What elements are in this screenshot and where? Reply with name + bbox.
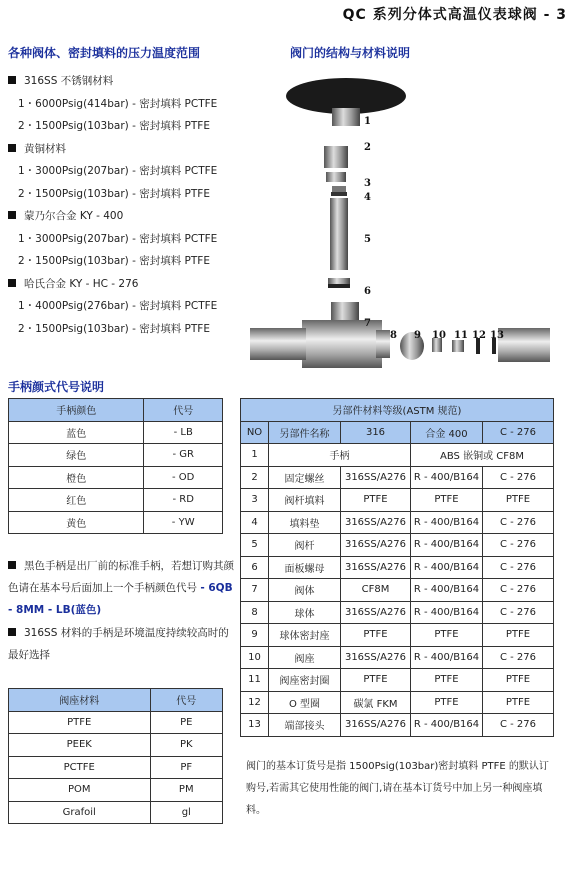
- table-row: 10 阀座 316SS/A276 R - 400/B164 C - 276: [241, 646, 554, 669]
- table-header: 阀座材料: [9, 689, 151, 712]
- bullet-square-icon: [8, 211, 16, 219]
- label-13: 13: [490, 330, 504, 341]
- table-row: 绿色 - GR: [9, 444, 223, 467]
- bullet-square-icon: [8, 144, 16, 152]
- structure-heading: 阀门的结构与材料说明: [290, 46, 411, 60]
- table-row: Grafoil gl: [9, 801, 223, 824]
- label-5: 5: [364, 234, 371, 245]
- table-row: 2 固定螺丝 316SS/A276 R - 400/B164 C - 276: [241, 466, 554, 489]
- seat-material-table: [8, 688, 223, 824]
- list-item: 1・4000Psig(276bar) - 密封填料 PCTFE: [18, 300, 218, 312]
- order-note: 阀门的基本订货号是指 1500Psig(103bar)密封填料 PTFE 的默认订购号,若需其它使用性能的阀门,请在基本订货号中加上另一种阀座填料。: [246, 761, 549, 816]
- label-6: 6: [364, 286, 371, 297]
- table-row: POM PM: [9, 779, 223, 802]
- handle-note-1: 黑色手柄是出厂前的标准手柄，若想订购其颜色请在基本号后面加上一个手柄颜色代号 - 6QB - 8MM - LB(蓝色): [8, 560, 234, 616]
- page-title: QC 系列分体式高温仪表球阀 - 3: [342, 7, 567, 23]
- label-12: 12: [472, 330, 486, 341]
- list-item: 1・3000Psig(207bar) - 密封填料 PCTFE: [18, 165, 218, 177]
- table-header: 代号: [144, 399, 223, 422]
- table-row: PTFE PE: [9, 711, 223, 734]
- list-item: 2・1500Psig(103bar) - 密封填料 PTFE: [18, 322, 210, 335]
- handle-heading: 手柄颜式代号说明: [8, 380, 105, 394]
- label-3: 3: [364, 178, 371, 189]
- label-4: 4: [364, 192, 371, 203]
- order-code: - 6QB - 8MM - LB(蓝色): [8, 582, 233, 616]
- list-item: 2・1500Psig(103bar) - 密封填料 PTFE: [18, 187, 210, 200]
- group-title: 316SS 不锈钢材料: [8, 70, 240, 93]
- table-row: 9 球体密封座 PTFE PTFE PTFE: [241, 624, 554, 647]
- pressure-heading: 各种阀体、密封填料的压力温度范围: [8, 46, 201, 60]
- table-row: 橙色 - OD: [9, 466, 223, 489]
- table-row: 5 阀杆 316SS/A276 R - 400/B164 C - 276: [241, 534, 554, 557]
- bullet-square-icon: [8, 279, 16, 287]
- table-title: 另部件材料等级(ASTM 规范): [241, 399, 554, 422]
- table-row: 6 面板螺母 316SS/A276 R - 400/B164 C - 276: [241, 556, 554, 579]
- table-row: 7 阀体 CF8M R - 400/B164 C - 276: [241, 579, 554, 602]
- label-10: 10: [432, 330, 446, 341]
- stem-shape: [330, 198, 348, 270]
- group-title: 哈氏合金 KY - HC - 276: [8, 273, 240, 296]
- handle-color-table: [8, 398, 223, 534]
- table-row: 1 手柄 ABS 嵌铜或 CF8M: [241, 444, 554, 467]
- list-item: 1・3000Psig(207bar) - 密封填料 PCTFE: [18, 232, 218, 245]
- table-row: 蓝色 - LB: [9, 421, 223, 444]
- label-11: 11: [454, 330, 468, 341]
- table-row: 3 阀杆填料 PTFE PTFE PTFE: [241, 489, 554, 512]
- table-row: 黄色 - YW: [9, 511, 223, 534]
- table-row: 11 阀座密封圈 PTFE PTFE PTFE: [241, 669, 554, 692]
- bullet-square-icon: [8, 76, 16, 84]
- table-header: 316: [341, 421, 411, 444]
- label-7: 7: [364, 318, 371, 329]
- table-header: 另部件名称: [269, 421, 341, 444]
- group-title: 黄铜材料: [8, 138, 240, 161]
- table-row: 8 球体 316SS/A276 R - 400/B164 C - 276: [241, 601, 554, 624]
- list-item: 2・1500Psig(103bar) - 密封填料 PTFE: [18, 120, 210, 132]
- pressure-list: [8, 70, 240, 340]
- table-header: C - 276: [483, 421, 554, 444]
- label-9: 9: [414, 330, 421, 341]
- label-8: 8: [390, 330, 397, 341]
- label-2: 2: [364, 142, 371, 153]
- nut-shape: [324, 146, 348, 168]
- bullet-square-icon: [8, 561, 16, 569]
- table-row: 4 填料垫 316SS/A276 R - 400/B164 C - 276: [241, 511, 554, 534]
- parts-material-table: [240, 398, 554, 737]
- list-item: 1・6000Psig(414bar) - 密封填料 PCTFE: [18, 97, 218, 110]
- list-item: 2・1500Psig(103bar) - 密封填料 PTFE: [18, 255, 210, 267]
- bullet-square-icon: [8, 628, 16, 636]
- label-1: 1: [364, 116, 371, 127]
- table-row: PEEK PK: [9, 734, 223, 757]
- handle-note-2: 316SS 材料的手柄是环境温度持续较高时的最好选择: [8, 627, 229, 661]
- group-title: 蒙乃尔合金 KY - 400: [8, 205, 240, 228]
- table-row: PCTFE PF: [9, 756, 223, 779]
- valve-exploded-diagram: [246, 66, 556, 386]
- table-row: 12 O 型圈 碳氯 FKM PTFE PTFE: [241, 691, 554, 714]
- table-header: 合金 400: [411, 421, 483, 444]
- table-row: 13 端部接头 316SS/A276 R - 400/B164 C - 276: [241, 714, 554, 737]
- table-header: 手柄颜色: [9, 399, 144, 422]
- table-header: 代号: [150, 689, 222, 712]
- table-row: 红色 - RD: [9, 489, 223, 512]
- table-header: NO: [241, 421, 269, 444]
